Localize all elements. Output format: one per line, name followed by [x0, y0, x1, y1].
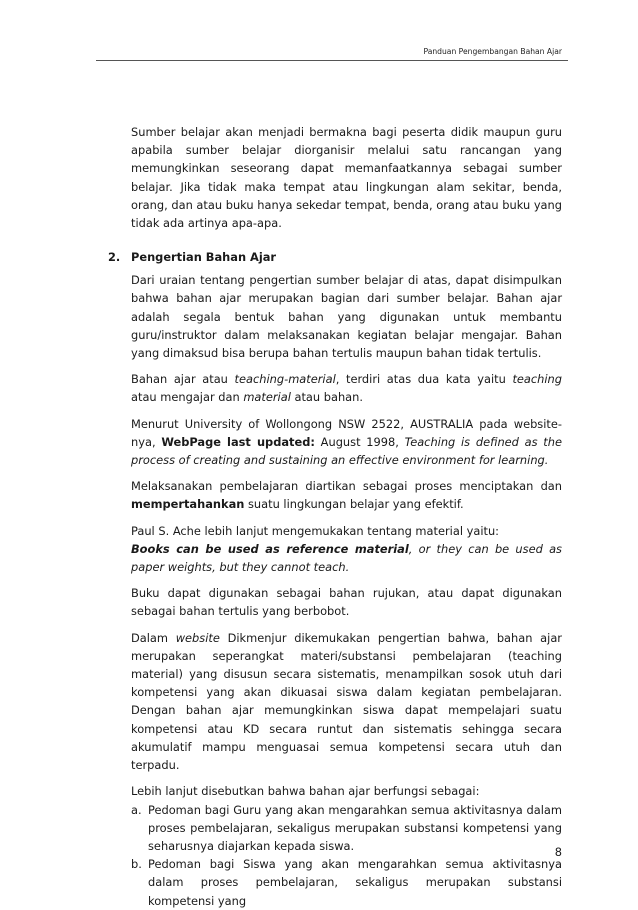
function-list-intro: Lebih lanjut disebutkan bahwa bahan ajar berfungsi sebagai:: [131, 784, 480, 799]
page-content: [108, 123, 563, 910]
header-rule: [96, 60, 568, 61]
function-list-block: [131, 782, 562, 909]
paragraph-dikmenjur: Dalam website Dikmenjur dikemukakan pengertian bahwa, bahan ajar merupakan seperangkat materi/substansi pembelajaran (teaching material) yang disusun secara sistematis, menampilkan sosok utuh dari kompetensi yang akan dikuasai siswa dalam kegiatan pembelajaran. Dengan bahan ajar memungkinkan siswa dapat mempelajari suatu kompetensi atau KD secara runtut dan sistematis sehingga secara akumulatif mampu menguasai semua kompetensi secara utuh dan terpadu.: [131, 630, 562, 773]
section-heading: [108, 247, 562, 267]
paragraph-definition: Dari uraian tentang pengertian sumber belajar di atas, dapat disimpulkan bahwa bahan ajar merupakan bagian dari sumber belajar. Bahan ajar adalah segala bentuk bahan yang digunakan untuk membantu guru/instruktor dalam melaksanakan kegiatan belajar mengajar. Bahan yang dimaksud bisa berupa bahan tertulis maupun bahan tidak tertulis.: [131, 273, 562, 361]
paragraph-teaching-material: Bahan ajar atau teaching-material, terdiri atas dua kata yaitu teaching atau mengajar dan material atau bahan.: [131, 372, 563, 405]
section-title: Pengertian Bahan Ajar: [131, 250, 277, 265]
paragraph-wollongong: Menurut University of Wollongong NSW 2522, AUSTRALIA pada website-nya, WebPage last updated: August 1998, Teaching is defined as the process of creating and sustaining an effective environment for learning.: [131, 416, 562, 468]
paragraph-buku: Buku dapat digunakan sebagai bahan rujukan, atau dapat digunakan sebagai bahan tertulis yang berbobot.: [131, 586, 562, 619]
list-item: a. Pedoman bagi Guru yang akan mengarahkan semua aktivitasnya dalam proses pembelajaran, sekaligus merupakan substansi kompetensi yang seharusnya diajarkan kepada siswa.: [131, 802, 562, 853]
section-number: 2.: [108, 250, 121, 265]
function-list: [131, 801, 562, 910]
paragraph-paul-ache: Paul S. Ache lebih lanjut mengemukakan tentang material yaitu: Books can be used as reference material, or they can be used as paper weights, but they cannot teach.: [131, 523, 562, 575]
running-header: Panduan Pengembangan Bahan Ajar: [423, 47, 562, 56]
intro-paragraph: Sumber belajar akan menjadi bermakna bagi peserta didik maupun guru apabila sumber belajar diorganisir melalui satu rancangan yang memungkinkan seseorang dapat memanfaatkannya sebagai sumber belajar. Jika tidak maka tempat atau lingkungan alam sekitar, benda, orang, dan atau buku hanya sekedar tempat, benda, orang atau buku yang tidak ada artinya apa-apa.: [131, 125, 562, 231]
list-item: b. Pedoman bagi Siswa yang akan mengarahkan semua aktivitasnya dalam proses pembelajaran, sekaligus merupakan substansi kompetensi yang: [131, 857, 562, 908]
page-number: 8: [554, 845, 562, 859]
paragraph-pembelajaran: Melaksanakan pembelajaran diartikan sebagai proses menciptakan dan mempertahankan suatu lingkungan belajar yang efektif.: [131, 479, 562, 512]
